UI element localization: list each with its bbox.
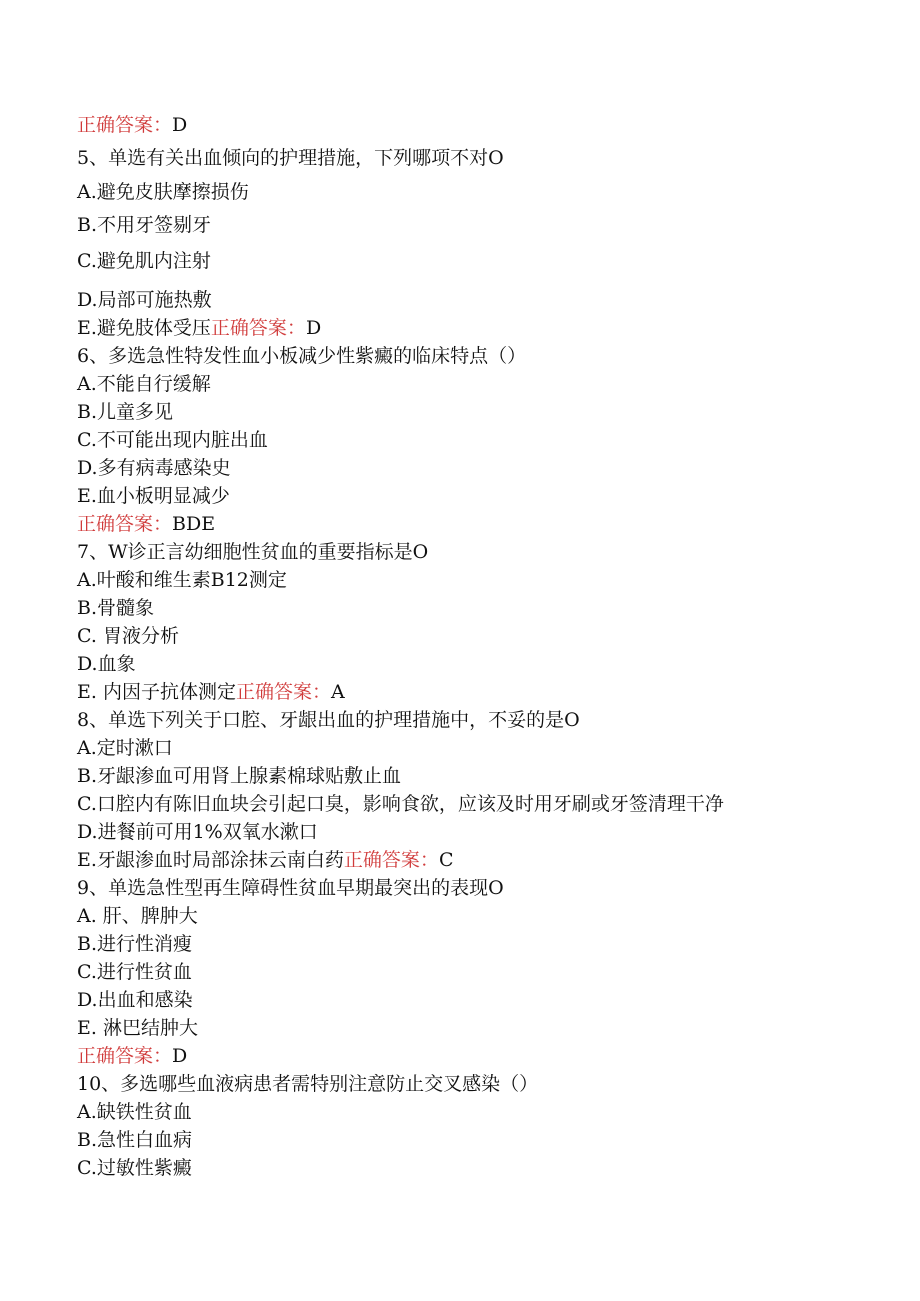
option-line: D.血象	[77, 653, 136, 675]
question-stem: 9、单选急性型再生障碍性贫血早期最突出的表现O	[77, 877, 504, 899]
answer-label: 正确答案：	[343, 849, 439, 871]
option-line: C.不可能出现内脏出血	[77, 429, 268, 451]
option-line: C.过敏性紫癜	[77, 1157, 192, 1179]
answer-label: 正确答案：	[77, 1045, 173, 1067]
question-stem: 7、W诊正言幼细胞性贫血的重要指标是O	[77, 541, 429, 563]
option-text: E.牙龈渗血时局部涂抹云南白药	[77, 849, 344, 871]
answer-label: 正确答案：	[77, 513, 173, 535]
option-line: E. 淋巴结肿大	[77, 1017, 198, 1039]
option-line: A. 肝、脾肿大	[77, 905, 198, 927]
question-stem: 8、单选下列关于口腔、牙龈出血的护理措施中，不妥的是O	[77, 709, 580, 731]
option-line: C.口腔内有陈旧血块会引起口臭，影响食欲，应该及时用牙刷或牙签清理干净	[77, 793, 724, 815]
option-text: E. 内因子抗体测定	[77, 681, 236, 703]
option-line: D.局部可施热敷	[77, 289, 212, 311]
option-line: B.牙龈渗血可用肾上腺素棉球贴敷止血	[77, 765, 402, 787]
option-line: A.叶酸和维生素B12测定	[77, 569, 287, 591]
option-line: C.进行性贫血	[77, 961, 192, 983]
option-line: D.出血和感染	[77, 989, 193, 1011]
question-stem: 6、多选急性特发性血小板减少性紫癜的临床特点（）	[77, 345, 527, 367]
option-line: B.进行性消瘦	[77, 933, 193, 955]
option-line: B.急性白血病	[77, 1129, 193, 1151]
option-line-with-answer	[77, 316, 321, 340]
option-line: D.多有病毒感染史	[77, 457, 231, 479]
answer-line	[77, 1044, 187, 1068]
option-line: A.不能自行缓解	[77, 373, 211, 395]
question-stem: 5、单选有关出血倾向的护理措施，下列哪项不对O	[77, 147, 504, 169]
option-line: A.缺铁性贫血	[77, 1101, 192, 1123]
option-line: D.进餐前可用1%双氧水漱口	[77, 821, 318, 843]
answer-line	[77, 113, 187, 137]
option-line-with-answer	[77, 848, 453, 872]
option-line: A.避免皮肤摩擦损伤	[77, 181, 249, 203]
option-text: E.避免肢体受压	[77, 317, 211, 339]
answer-line	[77, 512, 215, 536]
answer-value: C	[438, 849, 454, 871]
option-line: B.儿童多见	[77, 401, 174, 423]
question-stem: 10、多选哪些血液病患者需特别注意防止交叉感染（）	[77, 1073, 539, 1095]
option-line: E.血小板明显减少	[77, 485, 230, 507]
answer-label: 正确答案：	[77, 114, 173, 136]
option-line: B.不用牙签剔牙	[77, 214, 212, 236]
answer-value: BDE	[172, 513, 216, 535]
option-line: C.避免肌内注射	[77, 250, 211, 272]
answer-value: A	[330, 681, 345, 703]
answer-label: 正确答案：	[235, 681, 331, 703]
answer-value: D	[172, 114, 188, 136]
option-line-with-answer	[77, 680, 345, 704]
option-line: C. 胃液分析	[77, 625, 179, 647]
answer-value: D	[172, 1045, 188, 1067]
option-line: B.骨髓象	[77, 597, 155, 619]
answer-label: 正确答案：	[210, 317, 306, 339]
answer-value: D	[305, 317, 322, 339]
option-line: A.定时漱口	[77, 737, 173, 759]
